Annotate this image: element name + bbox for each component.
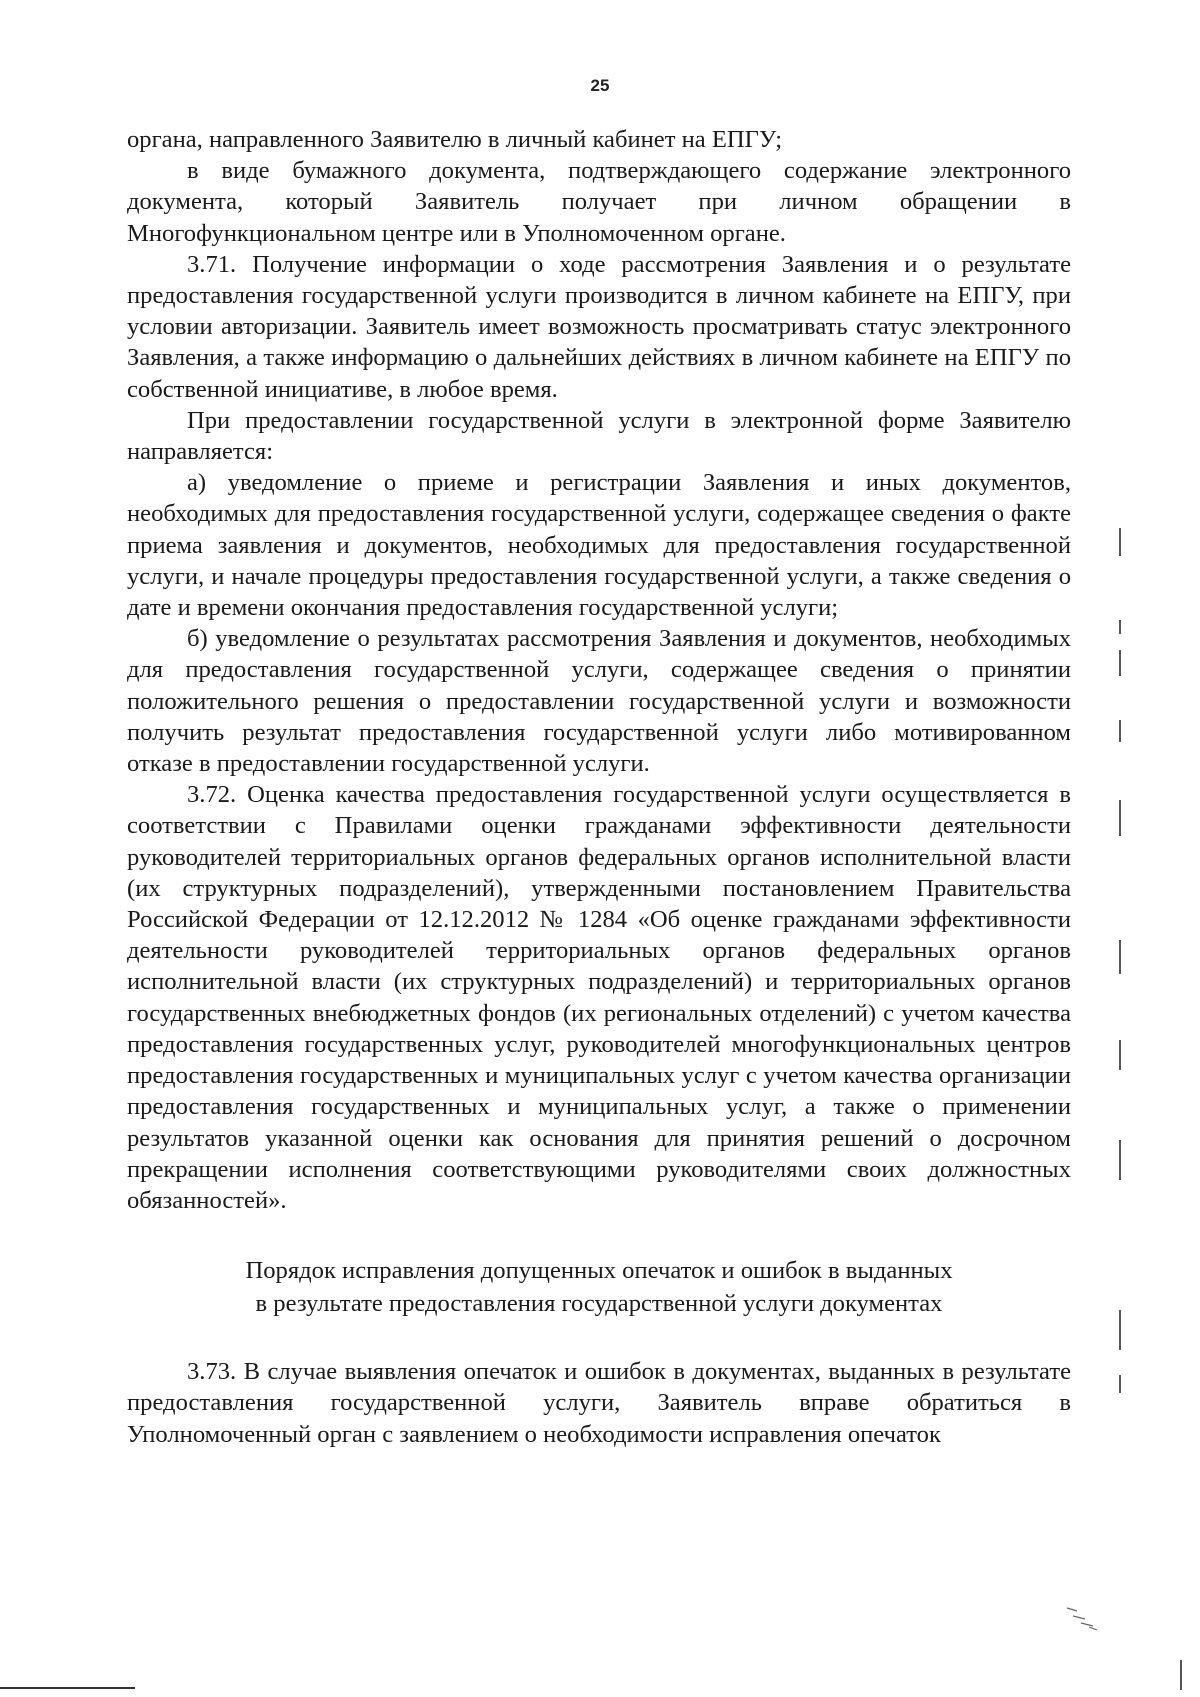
paragraph-3-72: 3.72. Оценка качества предоставления государственной услуги осуществляется в соответствии с Правилами оценки гражданами эффективности деятельности руководителей территориальных органов федеральных органов исполнительной власти (их структурных подразделений), утвержденными постановлением Правительства Российской Федерации от 12.12.2012 № 1284 «Об оценке гражданами эффективности деятельности руководителей территориальных органов федеральных органов исполнительной власти (их структурных подразделений) и территориальных органов государственных внебюджетных фондов (их региональных отделений) с учетом качества предоставления государственных услуг, руководителей многофункциональных центров предоставления государственных и муниципальных услуг с учетом качества организации предоставления государственных и муниципальных услуг, а также о применении результатов указанной оценки как основания для принятия решений о досрочном прекращении исполнения соответствующими руководителями своих должностных обязанностей». (127, 781, 1071, 1214)
section-heading-line-2: в результате предоставления государственной услуги документах (255, 1290, 943, 1318)
scan-mark (1119, 800, 1121, 836)
section-heading-line-1: Порядок исправления допущенных опечаток и ошибок в выданных (245, 1257, 953, 1285)
footnote-rule (0, 1687, 135, 1689)
document-body (127, 124, 1071, 1450)
paragraph-3-71: 3.71. Получение информации о ходе рассмотрения Заявления и о результате предоставления государственной услуги производится в личном кабинете на ЕПГУ, при условии авторизации. Заявитель имеет возможность просматривать статус электронного Заявления, а также информацию о дальнейших действиях в личном кабинете на ЕПГУ по собственной инициативе, в любое время. (127, 250, 1071, 403)
scan-mark (1119, 720, 1121, 742)
scan-mark (1119, 1040, 1121, 1070)
scan-mark (1119, 1310, 1121, 1350)
paragraph-continuation: органа, направленного Заявителю в личный кабинет на ЕПГУ; (127, 126, 783, 153)
section-heading (127, 1254, 1071, 1320)
pen-mark (1063, 1602, 1113, 1632)
scan-mark (1119, 940, 1121, 974)
paragraph-electronic-form: При предоставлении государственной услуги в электронной форме Заявителю направляется: (127, 406, 1071, 466)
page-number: 25 (590, 76, 610, 95)
scan-mark (1119, 650, 1121, 676)
scan-mark (1119, 528, 1121, 556)
scan-mark (1119, 620, 1121, 634)
scan-mark (1180, 1660, 1182, 1690)
paragraph-paper-document: в виде бумажного документа, подтверждающего содержание электронного документа, который Заявитель получает при личном обращении в Многофункциональном центре или в Уполномоченном органе. (127, 157, 1071, 247)
paragraph-3-73: 3.73. В случае выявления опечаток и ошибок в документах, выданных в результате предоставления государственной услуги, Заявитель вправе обратиться в Уполномоченный орган с заявлением о необходимости исправления опечаток (127, 1358, 1071, 1448)
paragraph-item-b: б) уведомление о результатах рассмотрения Заявления и документов, необходимых для предоставления государственной услуги, содержащее сведения о принятии положительного решения о предоставлении государственной услуги и возможности получить результат предоставления государственной услуги либо мотивированном отказе в предоставлении государственной услуги. (127, 625, 1071, 778)
scan-mark (1119, 1375, 1121, 1393)
scan-mark (1119, 1140, 1121, 1180)
paragraph-item-a: а) уведомление о приеме и регистрации Заявления и иных документов, необходимых для предоставления государственной услуги, содержащее сведения о факте приема заявления и документов, необходимых для предоставления государственной услуги, и начале процедуры предоставления государственной услуги, а также сведения о дате и времени окончания предоставления государственной услуги; (127, 469, 1071, 622)
